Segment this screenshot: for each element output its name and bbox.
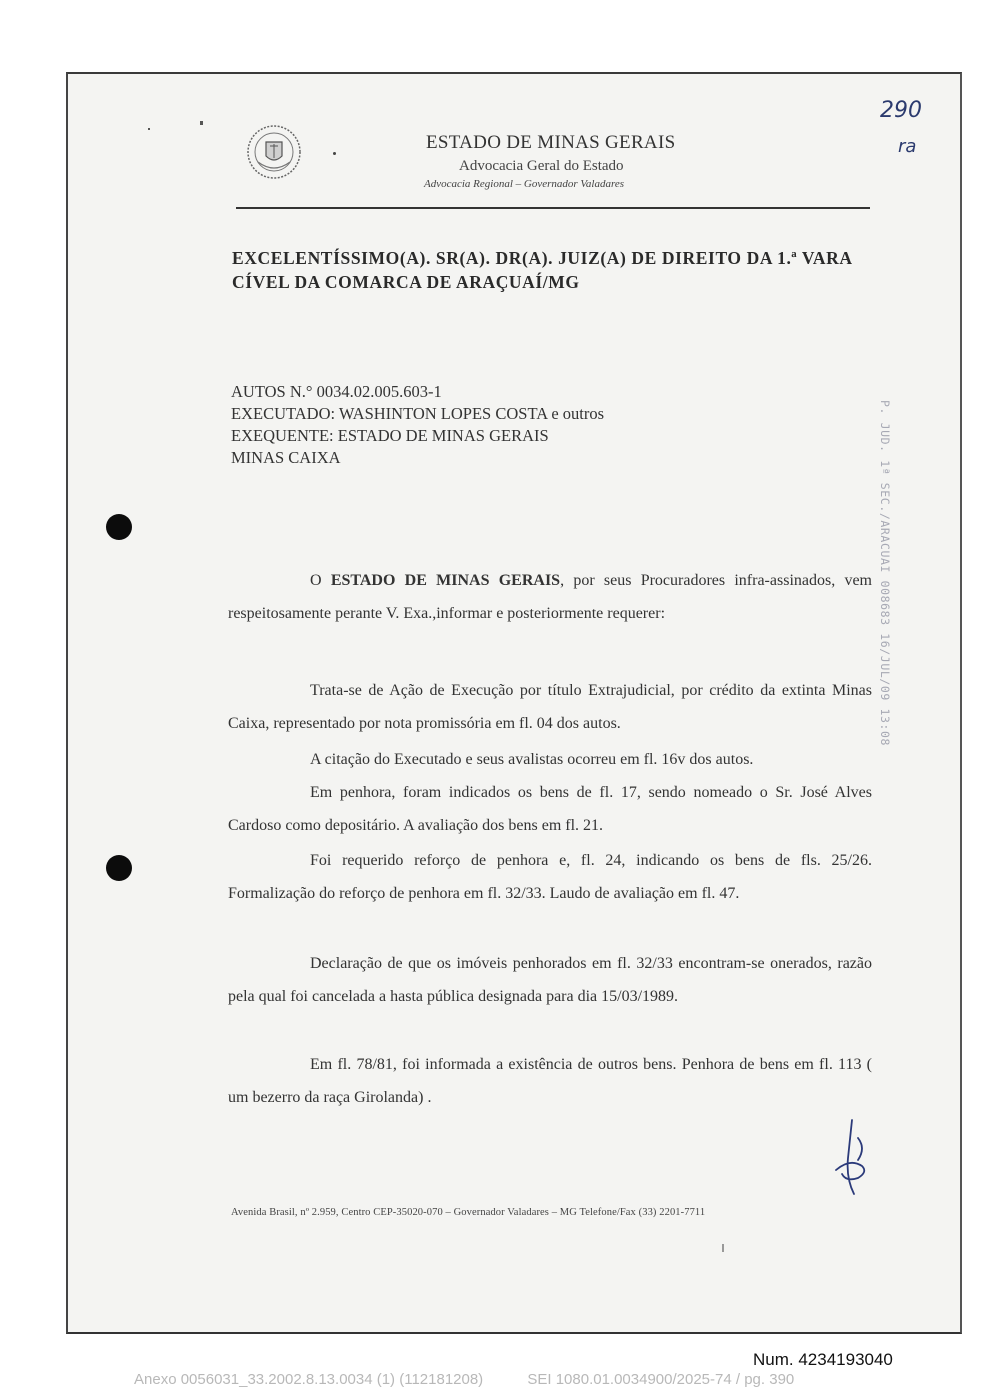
speck <box>148 128 150 130</box>
case-executado: EXECUTADO: WASHINTON LOPES COSTA e outros <box>231 404 605 423</box>
paragraph: Declaração de que os imóveis penhorados em fl. 32/33 encontram-se onerados, razão pela qual foi cancelada a hasta pública designada para dia 15/03/1989. <box>228 955 872 1005</box>
signature <box>828 1118 878 1198</box>
case-number: AUTOS N.° 0034.02.005.603-1 <box>231 382 442 401</box>
addressee: EXCELENTÍSSIMO(A). SR(A). DR(A). JUIZ(A) DE DIREITO DA 1.ª VARA CÍVEL DA COMARCA DE ARAÇUAÍ/MG <box>232 248 852 292</box>
folio-initials: ra <box>898 136 917 157</box>
footer-address: Avenida Brasil, nº 2.959, Centro CEP-35020-070 – Governador Valadares – MG Telefone/Fax (33) 2201-7711 <box>231 1207 706 1218</box>
header-agency: Advocacia Geral do Estado <box>459 158 624 174</box>
paragraph-intro: O ESTADO DE MINAS GERAIS, por seus Procuradores infra-assinados, vem respeitosamente perante V. Exa.,informar e posteriormente requerer: <box>228 572 873 622</box>
punch-hole <box>106 514 132 540</box>
header-state: ESTADO DE MINAS GERAIS <box>426 132 676 153</box>
paragraph: Foi requerido reforço de penhora e, fl. 24, indicando os bens de fls. 25/26. Formalização do reforço de penhora em fl. 32/33. Laudo de avaliação em fl. 47. <box>228 852 872 902</box>
document-number: Num. 4234193040 <box>753 1350 893 1369</box>
annex-reference: Anexo 0056031_33.2002.8.13.0034 (1) (112181208) <box>134 1371 484 1388</box>
header-regional: Advocacia Regional – Governador Valadares <box>424 178 624 190</box>
paragraph: A citação do Executado e seus avalistas ocorreu em fl. 16v dos autos. <box>310 751 754 768</box>
paragraph: Em penhora, foram indicados os bens de fl. 17, sendo nomeado o Sr. José Alves Cardoso como depositário. A avaliação dos bens em fl. 21. <box>228 784 872 834</box>
speck <box>333 152 336 155</box>
header-divider <box>236 207 870 209</box>
body-text <box>228 564 872 630</box>
speck <box>722 1244 724 1252</box>
speck <box>200 121 203 125</box>
body-text <box>228 1048 872 1114</box>
body-text <box>228 844 872 910</box>
paragraph: Em fl. 78/81, foi informada a existência de outros bens. Penhora de bens em fl. 113 ( um bezerro da raça Girolanda) . <box>228 1056 872 1106</box>
body-text <box>228 947 872 1013</box>
protocol-stamp: P. JUD. 1ª SEC./ARACUAI 008683 16/JUL/09 13:08 <box>878 400 892 747</box>
case-info <box>231 381 604 469</box>
coat-of-arms-icon <box>246 124 302 180</box>
body-text <box>228 776 872 842</box>
body-text <box>228 674 872 740</box>
sei-reference: SEI 1080.01.0034900/2025-74 / pg. 390 <box>527 1371 795 1388</box>
punch-hole <box>106 855 132 881</box>
paragraph: Trata-se de Ação de Execução por título Extrajudicial, por crédito da extinta Minas Caixa, representado por nota promissória em fl. 04 dos autos. <box>228 682 872 732</box>
body-text <box>228 743 872 776</box>
party-name: ESTADO DE MINAS GERAIS <box>330 572 561 589</box>
case-exequente: EXEQUENTE: ESTADO DE MINAS GERAIS <box>231 426 549 445</box>
folio-number: 290 <box>880 98 922 123</box>
page-footer <box>134 1371 834 1388</box>
case-party: MINAS CAIXA <box>231 448 341 467</box>
